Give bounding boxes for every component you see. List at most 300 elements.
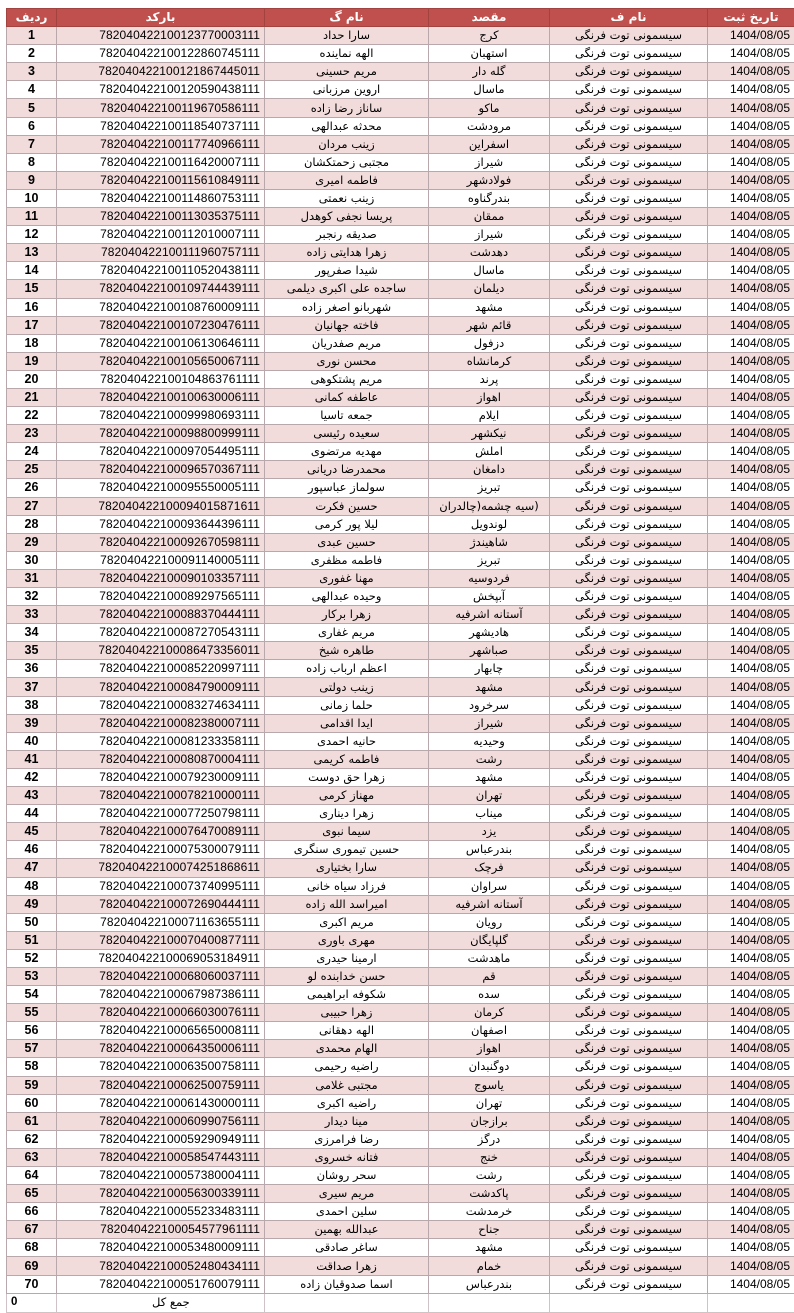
receiver-name-cell[interactable]: مهناز کرمی — [265, 787, 429, 805]
barcode-cell[interactable]: 782040422100069053184911 — [57, 949, 265, 967]
receiver-name-cell[interactable]: لیلا پور کرمی — [265, 515, 429, 533]
barcode-cell[interactable]: 782040422100078210000111 — [57, 787, 265, 805]
receiver-name-cell[interactable]: مجتبی زحمتکشان — [265, 153, 429, 171]
row-index[interactable]: 46 — [7, 841, 57, 859]
barcode-cell[interactable]: 782040422100072690444111 — [57, 895, 265, 913]
reg-date-cell[interactable]: 1404/08/05 — [708, 931, 794, 949]
row-index[interactable]: 18 — [7, 334, 57, 352]
receiver-name-cell[interactable]: سلین احمدی — [265, 1203, 429, 1221]
reg-date-cell[interactable]: 1404/08/05 — [708, 189, 794, 207]
sender-name-cell[interactable]: سیسمونی توت فرنگی — [550, 805, 708, 823]
receiver-name-cell[interactable]: حانیه احمدی — [265, 732, 429, 750]
sender-name-cell[interactable]: سیسمونی توت فرنگی — [550, 1167, 708, 1185]
reg-date-cell[interactable]: 1404/08/05 — [708, 244, 794, 262]
reg-date-cell[interactable]: 1404/08/05 — [708, 352, 794, 370]
destination-cell[interactable]: فردوسیه — [429, 569, 550, 587]
row-index[interactable]: 19 — [7, 352, 57, 370]
reg-date-cell[interactable]: 1404/08/05 — [708, 967, 794, 985]
destination-cell[interactable]: کرمان — [429, 1004, 550, 1022]
destination-cell[interactable]: مشهد — [429, 1239, 550, 1257]
sender-name-cell[interactable]: سیسمونی توت فرنگی — [550, 895, 708, 913]
reg-date-cell[interactable]: 1404/08/05 — [708, 63, 794, 81]
reg-date-cell[interactable]: 1404/08/05 — [708, 99, 794, 117]
sender-name-cell[interactable]: سیسمونی توت فرنگی — [550, 660, 708, 678]
destination-cell[interactable]: ماسال — [429, 262, 550, 280]
receiver-name-cell[interactable]: فاطمه امیری — [265, 171, 429, 189]
reg-date-cell[interactable]: 1404/08/05 — [708, 81, 794, 99]
reg-date-cell[interactable]: 1404/08/05 — [708, 45, 794, 63]
barcode-cell[interactable]: 782040422100063500758111 — [57, 1058, 265, 1076]
barcode-cell[interactable]: 782040422100055233483111 — [57, 1203, 265, 1221]
destination-cell[interactable]: شیراز — [429, 153, 550, 171]
sender-name-cell[interactable]: سیسمونی توت فرنگی — [550, 1094, 708, 1112]
reg-date-cell[interactable]: 1404/08/05 — [708, 696, 794, 714]
sender-name-cell[interactable]: سیسمونی توت فرنگی — [550, 1040, 708, 1058]
row-index[interactable]: 42 — [7, 768, 57, 786]
row-index[interactable]: 4 — [7, 81, 57, 99]
reg-date-cell[interactable]: 1404/08/05 — [708, 877, 794, 895]
barcode-cell[interactable]: 782040422100064350006111 — [57, 1040, 265, 1058]
destination-cell[interactable]: اصفهان — [429, 1022, 550, 1040]
reg-date-cell[interactable]: 1404/08/05 — [708, 1094, 794, 1112]
destination-cell[interactable]: جناح — [429, 1221, 550, 1239]
row-index[interactable]: 17 — [7, 316, 57, 334]
sender-name-cell[interactable]: سیسمونی توت فرنگی — [550, 1076, 708, 1094]
barcode-cell[interactable]: 782040422100070400877111 — [57, 931, 265, 949]
destination-cell[interactable]: اسفراین — [429, 135, 550, 153]
sender-name-cell[interactable]: سیسمونی توت فرنگی — [550, 1022, 708, 1040]
row-index[interactable]: 31 — [7, 569, 57, 587]
receiver-name-cell[interactable]: طاهره شیخ — [265, 642, 429, 660]
reg-date-cell[interactable]: 1404/08/05 — [708, 642, 794, 660]
barcode-cell[interactable]: 782040422100058547443111 — [57, 1148, 265, 1166]
receiver-name-cell[interactable]: زهرا هدایتی زاده — [265, 244, 429, 262]
row-index[interactable]: 5 — [7, 99, 57, 117]
destination-cell[interactable]: پرند — [429, 370, 550, 388]
destination-cell[interactable]: ایلام — [429, 407, 550, 425]
reg-date-cell[interactable]: 1404/08/05 — [708, 1257, 794, 1275]
sender-name-cell[interactable]: سیسمونی توت فرنگی — [550, 1004, 708, 1022]
destination-cell[interactable]: تبریز — [429, 551, 550, 569]
row-index[interactable]: 13 — [7, 244, 57, 262]
receiver-name-cell[interactable]: زهرا حبیبی — [265, 1004, 429, 1022]
receiver-name-cell[interactable]: فاطمه کریمی — [265, 750, 429, 768]
reg-date-cell[interactable]: 1404/08/05 — [708, 823, 794, 841]
row-index[interactable]: 28 — [7, 515, 57, 533]
destination-cell[interactable]: مرودشت — [429, 117, 550, 135]
destination-cell[interactable]: سراوان — [429, 877, 550, 895]
row-index[interactable]: 63 — [7, 1148, 57, 1166]
row-index[interactable]: 57 — [7, 1040, 57, 1058]
reg-date-cell[interactable]: 1404/08/05 — [708, 624, 794, 642]
destination-cell[interactable]: گله دار — [429, 63, 550, 81]
reg-date-cell[interactable]: 1404/08/05 — [708, 208, 794, 226]
destination-cell[interactable]: یزد — [429, 823, 550, 841]
barcode-cell[interactable]: 782040422100083274634111 — [57, 696, 265, 714]
row-index[interactable]: 43 — [7, 787, 57, 805]
destination-cell[interactable]: استهبان — [429, 45, 550, 63]
reg-date-cell[interactable]: 1404/08/05 — [708, 262, 794, 280]
sender-name-cell[interactable]: سیسمونی توت فرنگی — [550, 1275, 708, 1293]
receiver-name-cell[interactable]: ارمینا حیدری — [265, 949, 429, 967]
receiver-name-cell[interactable]: الهه نماینده — [265, 45, 429, 63]
sender-name-cell[interactable]: سیسمونی توت فرنگی — [550, 678, 708, 696]
row-index[interactable]: 26 — [7, 479, 57, 497]
destination-cell[interactable]: سرخرود — [429, 696, 550, 714]
row-index[interactable]: 34 — [7, 624, 57, 642]
row-index[interactable]: 10 — [7, 189, 57, 207]
sender-name-cell[interactable]: سیسمونی توت فرنگی — [550, 931, 708, 949]
sender-name-cell[interactable]: سیسمونی توت فرنگی — [550, 189, 708, 207]
destination-cell[interactable]: (سیه چشمه(چالدران — [429, 497, 550, 515]
row-index[interactable]: 61 — [7, 1112, 57, 1130]
destination-cell[interactable]: ماسال — [429, 81, 550, 99]
row-index[interactable]: 56 — [7, 1022, 57, 1040]
receiver-name-cell[interactable]: راضیه رحیمی — [265, 1058, 429, 1076]
destination-cell[interactable]: مشهد — [429, 768, 550, 786]
reg-date-cell[interactable]: 1404/08/05 — [708, 787, 794, 805]
destination-cell[interactable]: لوندویل — [429, 515, 550, 533]
destination-cell[interactable]: فرچک — [429, 859, 550, 877]
destination-cell[interactable]: اهواز — [429, 1040, 550, 1058]
destination-cell[interactable]: صباشهر — [429, 642, 550, 660]
row-index[interactable]: 69 — [7, 1257, 57, 1275]
row-index[interactable]: 52 — [7, 949, 57, 967]
receiver-name-cell[interactable]: امیراسد الله زاده — [265, 895, 429, 913]
row-index[interactable]: 35 — [7, 642, 57, 660]
reg-date-cell[interactable]: 1404/08/05 — [708, 280, 794, 298]
reg-date-cell[interactable]: 1404/08/05 — [708, 805, 794, 823]
sender-name-cell[interactable]: سیسمونی توت فرنگی — [550, 334, 708, 352]
receiver-name-cell[interactable]: عاطفه کمانی — [265, 388, 429, 406]
sender-name-cell[interactable]: سیسمونی توت فرنگی — [550, 624, 708, 642]
destination-cell[interactable]: خمام — [429, 1257, 550, 1275]
total-empty-cell[interactable] — [550, 1293, 708, 1312]
reg-date-cell[interactable]: 1404/08/05 — [708, 606, 794, 624]
row-index[interactable]: 24 — [7, 443, 57, 461]
barcode-cell[interactable]: 782040422100108760009111 — [57, 298, 265, 316]
reg-date-cell[interactable]: 1404/08/05 — [708, 388, 794, 406]
receiver-name-cell[interactable]: حسین عبدی — [265, 533, 429, 551]
receiver-name-cell[interactable]: فرزاد سیاه خانی — [265, 877, 429, 895]
destination-cell[interactable]: آبپخش — [429, 588, 550, 606]
barcode-cell[interactable]: 782040422100090103357111 — [57, 569, 265, 587]
row-index[interactable]: 64 — [7, 1167, 57, 1185]
sender-name-cell[interactable]: سیسمونی توت فرنگی — [550, 1112, 708, 1130]
row-index[interactable]: 67 — [7, 1221, 57, 1239]
receiver-name-cell[interactable]: الهام محمدی — [265, 1040, 429, 1058]
destination-cell[interactable]: قائم شهر — [429, 316, 550, 334]
destination-cell[interactable]: بندرعباس — [429, 1275, 550, 1293]
reg-date-cell[interactable]: 1404/08/05 — [708, 533, 794, 551]
barcode-cell[interactable]: 782040422100061430000111 — [57, 1094, 265, 1112]
row-index[interactable]: 47 — [7, 859, 57, 877]
sender-name-cell[interactable]: سیسمونی توت فرنگی — [550, 732, 708, 750]
row-index[interactable]: 41 — [7, 750, 57, 768]
receiver-name-cell[interactable]: مریم حسینی — [265, 63, 429, 81]
sender-name-cell[interactable]: سیسمونی توت فرنگی — [550, 388, 708, 406]
reg-date-cell[interactable]: 1404/08/05 — [708, 660, 794, 678]
sender-name-cell[interactable]: سیسمونی توت فرنگی — [550, 823, 708, 841]
barcode-cell[interactable]: 782040422100068060037111 — [57, 967, 265, 985]
barcode-cell[interactable]: 782040422100065650008111 — [57, 1022, 265, 1040]
destination-cell[interactable]: فولادشهر — [429, 171, 550, 189]
sender-name-cell[interactable]: سیسمونی توت فرنگی — [550, 443, 708, 461]
sender-name-cell[interactable]: سیسمونی توت فرنگی — [550, 533, 708, 551]
sender-name-cell[interactable]: سیسمونی توت فرنگی — [550, 787, 708, 805]
sender-name-cell[interactable]: سیسمونی توت فرنگی — [550, 298, 708, 316]
sender-name-cell[interactable]: سیسمونی توت فرنگی — [550, 461, 708, 479]
destination-cell[interactable]: مشهد — [429, 298, 550, 316]
destination-cell[interactable]: اهواز — [429, 388, 550, 406]
sender-name-cell[interactable]: سیسمونی توت فرنگی — [550, 768, 708, 786]
barcode-cell[interactable]: 782040422100071163655111 — [57, 913, 265, 931]
total-empty-cell[interactable] — [429, 1293, 550, 1312]
receiver-name-cell[interactable]: ساجده علی اکبری دیلمی — [265, 280, 429, 298]
destination-cell[interactable]: شیراز — [429, 226, 550, 244]
sender-name-cell[interactable]: سیسمونی توت فرنگی — [550, 1239, 708, 1257]
reg-date-cell[interactable]: 1404/08/05 — [708, 1221, 794, 1239]
reg-date-cell[interactable]: 1404/08/05 — [708, 497, 794, 515]
reg-date-cell[interactable]: 1404/08/05 — [708, 1239, 794, 1257]
receiver-name-cell[interactable]: مجتبی غلامی — [265, 1076, 429, 1094]
reg-date-cell[interactable]: 1404/08/05 — [708, 479, 794, 497]
row-index[interactable]: 22 — [7, 407, 57, 425]
reg-date-cell[interactable]: 1404/08/05 — [708, 986, 794, 1004]
reg-date-cell[interactable]: 1404/08/05 — [708, 859, 794, 877]
destination-cell[interactable]: وحیدیه — [429, 732, 550, 750]
receiver-name-cell[interactable]: صدیقه رنجبر — [265, 226, 429, 244]
row-index[interactable]: 45 — [7, 823, 57, 841]
row-index[interactable]: 48 — [7, 877, 57, 895]
barcode-cell[interactable]: 782040422100093644396111 — [57, 515, 265, 533]
destination-cell[interactable]: تهران — [429, 1094, 550, 1112]
row-index[interactable]: 3 — [7, 63, 57, 81]
barcode-cell[interactable]: 782040422100074251868611 — [57, 859, 265, 877]
header-barcode[interactable]: بارکد — [57, 9, 265, 27]
total-empty-cell[interactable] — [708, 1293, 794, 1312]
reg-date-cell[interactable]: 1404/08/05 — [708, 27, 794, 45]
barcode-cell[interactable]: 782040422100096570367111 — [57, 461, 265, 479]
receiver-name-cell[interactable]: اعظم ارباب زاده — [265, 660, 429, 678]
destination-cell[interactable]: تهران — [429, 787, 550, 805]
sender-name-cell[interactable]: سیسمونی توت فرنگی — [550, 1257, 708, 1275]
sender-name-cell[interactable]: سیسمونی توت فرنگی — [550, 27, 708, 45]
receiver-name-cell[interactable]: حلما زمانی — [265, 696, 429, 714]
receiver-name-cell[interactable]: مریم اکبری — [265, 913, 429, 931]
barcode-cell[interactable]: 782040422100076470089111 — [57, 823, 265, 841]
row-index[interactable]: 39 — [7, 714, 57, 732]
barcode-cell[interactable]: 782040422100084790009111 — [57, 678, 265, 696]
barcode-cell[interactable]: 782040422100087270543111 — [57, 624, 265, 642]
sender-name-cell[interactable]: سیسمونی توت فرنگی — [550, 425, 708, 443]
barcode-cell[interactable]: 782040422100067987386111 — [57, 986, 265, 1004]
receiver-name-cell[interactable]: زینب دولتی — [265, 678, 429, 696]
reg-date-cell[interactable]: 1404/08/05 — [708, 1167, 794, 1185]
sender-name-cell[interactable]: سیسمونی توت فرنگی — [550, 967, 708, 985]
reg-date-cell[interactable]: 1404/08/05 — [708, 1203, 794, 1221]
row-index[interactable]: 53 — [7, 967, 57, 985]
row-index[interactable]: 38 — [7, 696, 57, 714]
reg-date-cell[interactable]: 1404/08/05 — [708, 117, 794, 135]
barcode-cell[interactable]: 782040422100079230009111 — [57, 768, 265, 786]
destination-cell[interactable]: درگز — [429, 1130, 550, 1148]
barcode-cell[interactable]: 782040422100054577961111 — [57, 1221, 265, 1239]
destination-cell[interactable]: شاهیندژ — [429, 533, 550, 551]
reg-date-cell[interactable]: 1404/08/05 — [708, 171, 794, 189]
destination-cell[interactable]: دزفول — [429, 334, 550, 352]
receiver-name-cell[interactable]: حسن خدابنده لو — [265, 967, 429, 985]
barcode-cell[interactable]: 782040422100113035375111 — [57, 208, 265, 226]
receiver-name-cell[interactable]: سارا بختیاری — [265, 859, 429, 877]
reg-date-cell[interactable]: 1404/08/05 — [708, 895, 794, 913]
sender-name-cell[interactable]: سیسمونی توت فرنگی — [550, 117, 708, 135]
row-index[interactable]: 25 — [7, 461, 57, 479]
barcode-cell[interactable]: 782040422100121867445011 — [57, 63, 265, 81]
row-index[interactable]: 51 — [7, 931, 57, 949]
sender-name-cell[interactable]: سیسمونی توت فرنگی — [550, 588, 708, 606]
sender-name-cell[interactable]: سیسمونی توت فرنگی — [550, 208, 708, 226]
sender-name-cell[interactable]: سیسمونی توت فرنگی — [550, 949, 708, 967]
barcode-cell[interactable]: 782040422100104863761111 — [57, 370, 265, 388]
row-index[interactable]: 55 — [7, 1004, 57, 1022]
receiver-name-cell[interactable]: محمدرضا دریانی — [265, 461, 429, 479]
destination-cell[interactable]: ماکو — [429, 99, 550, 117]
barcode-cell[interactable]: 782040422100091140005111 — [57, 551, 265, 569]
reg-date-cell[interactable]: 1404/08/05 — [708, 135, 794, 153]
reg-date-cell[interactable]: 1404/08/05 — [708, 732, 794, 750]
destination-cell[interactable]: تبریز — [429, 479, 550, 497]
sender-name-cell[interactable]: سیسمونی توت فرنگی — [550, 153, 708, 171]
header-reg-date[interactable]: تاریخ ثبت — [708, 9, 794, 27]
sender-name-cell[interactable]: سیسمونی توت فرنگی — [550, 316, 708, 334]
receiver-name-cell[interactable]: اسما صدوقیان زاده — [265, 1275, 429, 1293]
row-index[interactable]: 44 — [7, 805, 57, 823]
destination-cell[interactable]: برازجان — [429, 1112, 550, 1130]
row-index[interactable]: 60 — [7, 1094, 57, 1112]
row-index[interactable]: 2 — [7, 45, 57, 63]
reg-date-cell[interactable]: 1404/08/05 — [708, 461, 794, 479]
barcode-cell[interactable]: 782040422100109744439111 — [57, 280, 265, 298]
receiver-name-cell[interactable]: سولماز عباسپور — [265, 479, 429, 497]
destination-cell[interactable]: بندرگناوه — [429, 189, 550, 207]
sender-name-cell[interactable]: سیسمونی توت فرنگی — [550, 1185, 708, 1203]
sender-name-cell[interactable]: سیسمونی توت فرنگی — [550, 280, 708, 298]
row-index[interactable]: 9 — [7, 171, 57, 189]
receiver-name-cell[interactable]: سیما نبوی — [265, 823, 429, 841]
receiver-name-cell[interactable]: رضا فرامرزی — [265, 1130, 429, 1148]
barcode-cell[interactable]: 782040422100089297565111 — [57, 588, 265, 606]
receiver-name-cell[interactable]: مینا دیدار — [265, 1112, 429, 1130]
destination-cell[interactable]: رشت — [429, 1167, 550, 1185]
sender-name-cell[interactable]: سیسمونی توت فرنگی — [550, 171, 708, 189]
receiver-name-cell[interactable]: الهه دهقانی — [265, 1022, 429, 1040]
reg-date-cell[interactable]: 1404/08/05 — [708, 1022, 794, 1040]
barcode-cell[interactable]: 782040422100097054495111 — [57, 443, 265, 461]
header-index[interactable]: ردیف — [7, 9, 57, 27]
row-index[interactable]: 65 — [7, 1185, 57, 1203]
barcode-cell[interactable]: 782040422100053480009111 — [57, 1239, 265, 1257]
barcode-cell[interactable]: 782040422100111960757111 — [57, 244, 265, 262]
sender-name-cell[interactable]: سیسمونی توت فرنگی — [550, 642, 708, 660]
destination-cell[interactable]: چابهار — [429, 660, 550, 678]
destination-cell[interactable]: گلپایگان — [429, 931, 550, 949]
barcode-cell[interactable]: 782040422100088370444111 — [57, 606, 265, 624]
barcode-cell[interactable]: 782040422100059290949111 — [57, 1130, 265, 1148]
reg-date-cell[interactable]: 1404/08/05 — [708, 1112, 794, 1130]
receiver-name-cell[interactable]: شهربانو اصغر زاده — [265, 298, 429, 316]
sender-name-cell[interactable]: سیسمونی توت فرنگی — [550, 569, 708, 587]
row-index[interactable]: 29 — [7, 533, 57, 551]
reg-date-cell[interactable]: 1404/08/05 — [708, 768, 794, 786]
receiver-name-cell[interactable]: شکوفه ابراهیمی — [265, 986, 429, 1004]
sender-name-cell[interactable]: سیسمونی توت فرنگی — [550, 986, 708, 1004]
row-index[interactable]: 8 — [7, 153, 57, 171]
reg-date-cell[interactable]: 1404/08/05 — [708, 913, 794, 931]
receiver-name-cell[interactable]: ایدا اقدامی — [265, 714, 429, 732]
row-index[interactable]: 15 — [7, 280, 57, 298]
reg-date-cell[interactable]: 1404/08/05 — [708, 714, 794, 732]
receiver-name-cell[interactable]: سحر روشان — [265, 1167, 429, 1185]
total-empty-cell[interactable] — [265, 1293, 429, 1312]
destination-cell[interactable]: هادیشهر — [429, 624, 550, 642]
sender-name-cell[interactable]: سیسمونی توت فرنگی — [550, 226, 708, 244]
destination-cell[interactable]: یاسوج — [429, 1076, 550, 1094]
sender-name-cell[interactable]: سیسمونی توت فرنگی — [550, 81, 708, 99]
sender-name-cell[interactable]: سیسمونی توت فرنگی — [550, 913, 708, 931]
row-index[interactable]: 7 — [7, 135, 57, 153]
sender-name-cell[interactable]: سیسمونی توت فرنگی — [550, 63, 708, 81]
barcode-cell[interactable]: 782040422100075300079111 — [57, 841, 265, 859]
barcode-cell[interactable]: 782040422100114860753111 — [57, 189, 265, 207]
reg-date-cell[interactable]: 1404/08/05 — [708, 1004, 794, 1022]
destination-cell[interactable]: خرمدشت — [429, 1203, 550, 1221]
destination-cell[interactable]: آستانه اشرفیه — [429, 895, 550, 913]
barcode-cell[interactable]: 782040422100110520438111 — [57, 262, 265, 280]
receiver-name-cell[interactable]: زهرا صداقت — [265, 1257, 429, 1275]
destination-cell[interactable]: بندرعباس — [429, 841, 550, 859]
barcode-cell[interactable]: 782040422100123770003111 — [57, 27, 265, 45]
total-count[interactable]: 0 — [7, 1293, 57, 1312]
header-sender-name[interactable]: نام ف — [550, 9, 708, 27]
destination-cell[interactable]: ماهدشت — [429, 949, 550, 967]
receiver-name-cell[interactable]: زینب مردان — [265, 135, 429, 153]
reg-date-cell[interactable]: 1404/08/05 — [708, 569, 794, 587]
row-index[interactable]: 66 — [7, 1203, 57, 1221]
receiver-name-cell[interactable]: سعیده رئیسی — [265, 425, 429, 443]
barcode-cell[interactable]: 782040422100081233358111 — [57, 732, 265, 750]
receiver-name-cell[interactable]: راضیه اکبری — [265, 1094, 429, 1112]
receiver-name-cell[interactable]: فاخته جهانیان — [265, 316, 429, 334]
row-index[interactable]: 36 — [7, 660, 57, 678]
row-index[interactable]: 59 — [7, 1076, 57, 1094]
barcode-cell[interactable]: 782040422100066030076111 — [57, 1004, 265, 1022]
row-index[interactable]: 16 — [7, 298, 57, 316]
barcode-cell[interactable]: 782040422100073740995111 — [57, 877, 265, 895]
destination-cell[interactable]: دوگنبدان — [429, 1058, 550, 1076]
barcode-cell[interactable]: 782040422100060990756111 — [57, 1112, 265, 1130]
barcode-cell[interactable]: 782040422100062500759111 — [57, 1076, 265, 1094]
reg-date-cell[interactable]: 1404/08/05 — [708, 1076, 794, 1094]
sender-name-cell[interactable]: سیسمونی توت فرنگی — [550, 479, 708, 497]
receiver-name-cell[interactable]: وحیده عبدالهی — [265, 588, 429, 606]
destination-cell[interactable]: پاکدشت — [429, 1185, 550, 1203]
row-index[interactable]: 40 — [7, 732, 57, 750]
barcode-cell[interactable]: 782040422100116420007111 — [57, 153, 265, 171]
sender-name-cell[interactable]: سیسمونی توت فرنگی — [550, 370, 708, 388]
sender-name-cell[interactable]: سیسمونی توت فرنگی — [550, 1203, 708, 1221]
row-index[interactable]: 1 — [7, 27, 57, 45]
